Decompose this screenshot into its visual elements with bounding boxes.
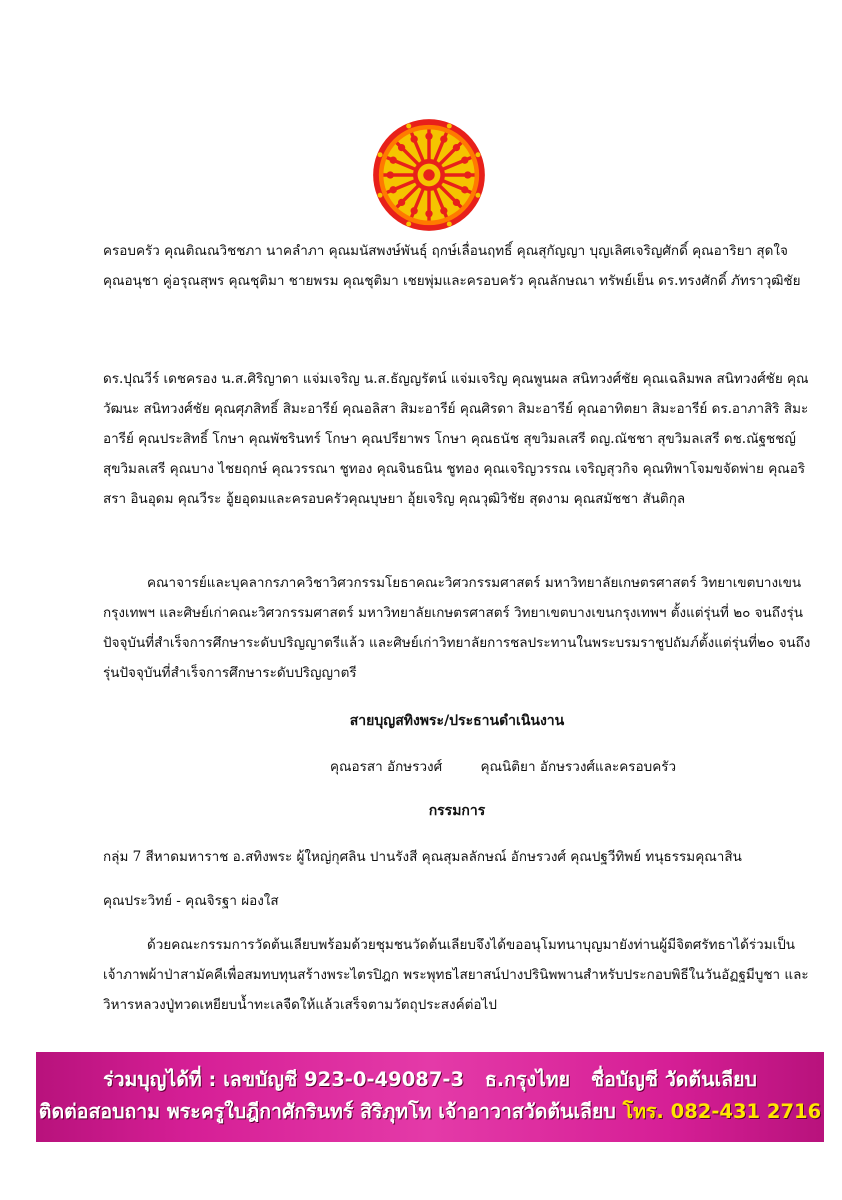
- committee-line-2: คุณประวิทย์ - คุณจิรฐา ผ่องใส: [103, 893, 279, 909]
- banner-account-name: วัดต้นเลียบ: [664, 1068, 757, 1091]
- banner-phone-label: โทร.: [622, 1100, 664, 1123]
- dharma-wheel-icon: [372, 118, 486, 232]
- banner-contact-label: ติดต่อสอบถาม: [38, 1100, 161, 1123]
- committee-heading: กรรมการ: [428, 803, 486, 819]
- closing-paragraph: ด้วยคณะกรรมการวัดต้นเลียบพร้อมด้วยชุมชนวัดต้นเลียบจึงได้ขออนุโมทนาบุญมายังท่านผู้มีจิตศรัทธาได้ร่วมเป็นเจ้าภาพผ้าป่าสามัคคีเพื่อสมทบทุนสร้างพระไตรปิฎก พระพุทธไสยาสน์ปางปรินิพพานสำหรับประกอบพิธีในวันอัฏฐมีบูชา และวิหารหลวงปู่ทวดเหยียบน้ำทะเลจืดให้แล้วเสร็จตามวัตถุประสงค์ต่อไป: [103, 937, 809, 1013]
- banner-account-number: 923-0-49087-3: [304, 1068, 465, 1091]
- donor-paragraph-3: คณาจารย์และบุคลากรภาควิชาวิศวกรรมโยธาคณะวิศวกรรมศาสตร์ มหาวิทยาลัยเกษตรศาสตร์ วิทยาเขตบางเขน กรุงเทพฯ และศิษย์เก่าคณะวิศวกรรมศาสตร์ มหาวิทยาลัยเกษตรศาสตร์ วิทยาเขตบางเขนกรุงเทพฯ ตั้งแต่รุ่นที่ ๒๐ จนถึงรุ่นปัจจุบันที่สำเร็จการศึกษาระดับปริญญาตรีแล้ว และศิษย์เก่าวิทยาลัยการชลประทานในพระบรมราชูปถัมภ์ตั้งแต่รุ่นที่๒๐ จนถึงรุ่นปัจจุบันที่สำเร็จการศึกษาระดับปริญญาตรี: [103, 575, 811, 681]
- donor-paragraph-1: ครอบครัว คุณติณณวิชชภา นาคลำภา คุณมนัสพงษ์พันธุ์ ฤกษ์เลื่อนฤทธิ์ คุณสุกัญญา บุญเลิศเจริญศักดิ์ คุณอาริยา สุดใจ คุณอนุชา คู่อรุณสุพร คุณชุติมา ชายพรม คุณชุติมา เชยพุ่มและครอบครัว คุณลักษณา ทรัพย์เย็น ดร.ทรงศักดิ์ ภัทราวุฒิชัย: [103, 243, 801, 289]
- chair-list: [330, 752, 676, 782]
- banner-phone: 082-431 2716: [670, 1100, 822, 1123]
- banner-account-label: เลขบัญชี: [223, 1068, 298, 1091]
- chair-heading: สายบุญสทิงพระ/ประธานดำเนินงาน: [349, 713, 565, 729]
- banner-prefix: ร่วมบุญได้ที่ :: [103, 1068, 224, 1091]
- banner-contact-line: [36, 1096, 824, 1128]
- banner-account-line: [36, 1064, 824, 1096]
- banner-contact-name: พระครูใบฎีกาศักรินทร์ สิริภุทโท เจ้าอาวาสวัดต้นเลียบ: [166, 1100, 616, 1123]
- banner-bank: ธ.กรุงไทย: [484, 1068, 571, 1091]
- donation-banner: [36, 1052, 824, 1142]
- donor-paragraph-2: ดร.ปุณวีร์ เดชครอง น.ส.ศิริญาดา แจ่มเจริญ น.ส.ธัญญรัตน์ แจ่มเจริญ คุณพูนผล สนิทวงศ์ชัย คุณเฉลิมพล สนิทวงศ์ชัย คุณวัฒนะ สนิทวงศ์ชัย คุณศุภสิทธิ์ สิมะอารีย์ คุณอลิสา สิมะอารีย์ คุณศิรดา สิมะอารีย์ คุณอาทิตยา สิมะอารีย์ ดร.อาภาสิริ สิมะอารีย์ คุณประสิทธิ์ โกษา คุณพัชรินทร์ โกษา คุณปรียาพร โกษา คุณธนัช สุขวิมลเสรี ดญ.ณัชชา สุขวิมลเสรี ดช.ณัฐชชญ์ สุขวิมลเสรี คุณบาง ไชยฤกษ์ คุณวรรณา ชูทอง คุณจินธนิน ชูทอง คุณเจริญวรรณ เจริญสุวกิจ คุณทิพาโจมขจัดพ่าย คุณอริสรา อินอุดม คุณวีระ อู้ยอุดมและครอบครัวคุณบุษยา อุ้ยเจริญ คุณวุฒิวิชัย สุดงาม คุณสมัชชา สันติกุล: [103, 371, 809, 507]
- committee-line-1: กลุ่ม 7 สีหาดมหาราช อ.สทิงพระ ผู้ใหญ่กุศลิน ปานรังสี คุณสุมลลักษณ์ อักษรวงศ์ คุณปฐวีทิพย์ ทนุธรรมคุณาสิน: [103, 849, 742, 865]
- banner-name-label: ชื่อบัญชี: [590, 1068, 659, 1091]
- chair-name-1: คุณอรสา อักษรวงศ์: [330, 759, 443, 775]
- chair-name-2: คุณนิติยา อักษรวงศ์และครอบครัว: [480, 759, 677, 775]
